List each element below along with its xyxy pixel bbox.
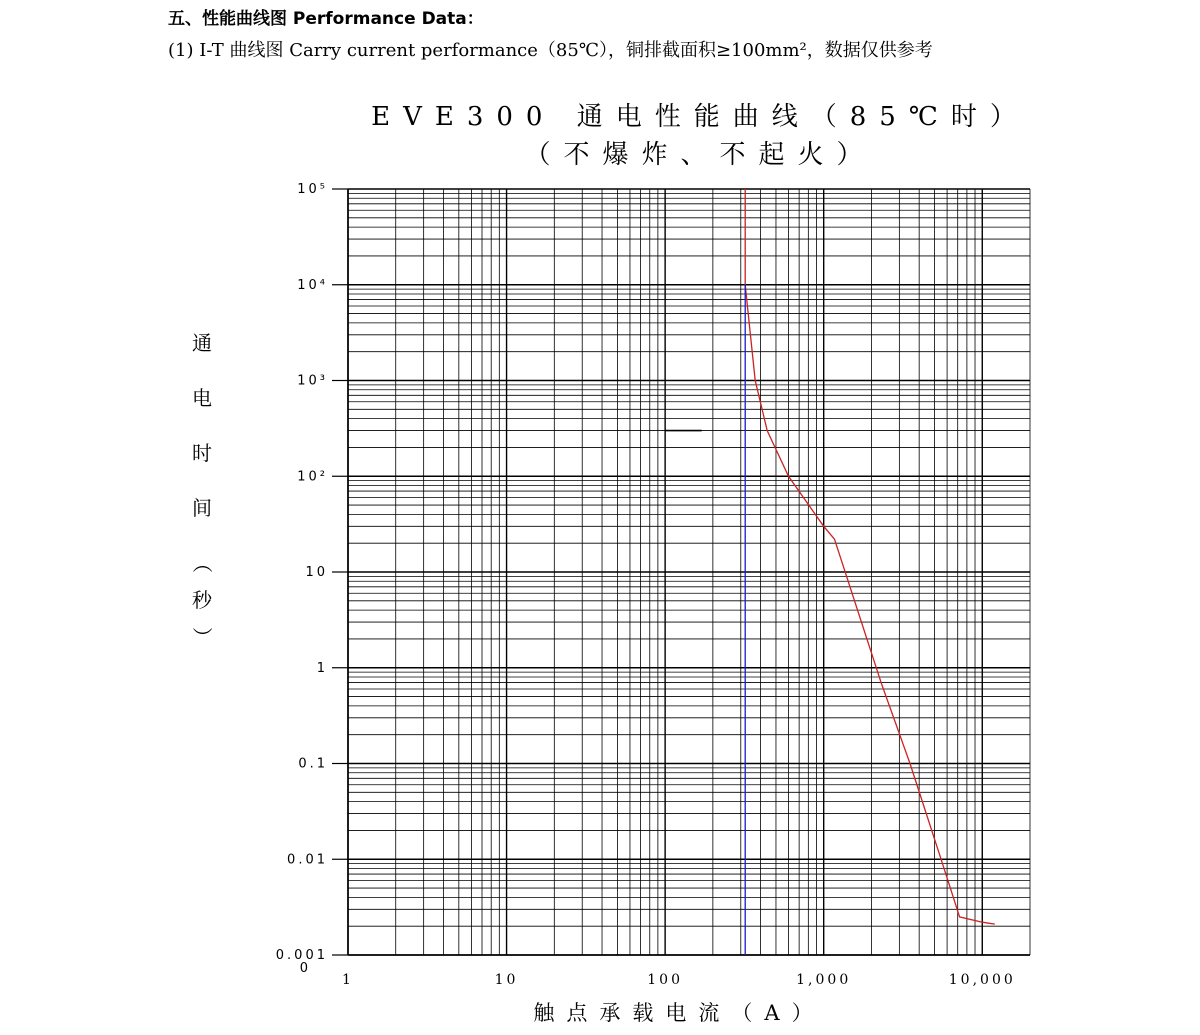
y-axis-label-char: 通 [192, 331, 212, 355]
x-tick-label: 1,000 [796, 972, 852, 988]
y-axis-label-char: 间 [192, 496, 212, 520]
section-subheading: (1) I-T 曲线图 Carry current performance（85℃），铜排截面积≥100mm²，数据仅供参考 [168, 40, 933, 61]
y-tick-label: 1 [316, 660, 328, 676]
y-tick-label: 10⁵ [297, 182, 328, 197]
chart-subtitle: （不爆炸、不起火） [524, 140, 876, 170]
x-axis-label: 触点承载电流（A） [533, 1001, 825, 1025]
grid [348, 189, 1030, 955]
y-tick-label: 10⁴ [297, 277, 328, 293]
x-tick-label: 10,000 [948, 972, 1016, 988]
axis-labels [190, 182, 1016, 1025]
y-axis-label-char: （ [190, 553, 214, 573]
x-tick-label: 10 [494, 972, 519, 988]
y-origin-label: 0 [299, 961, 308, 976]
y-axis-label-char: 时 [192, 441, 212, 465]
y-axis-label-char: 电 [192, 386, 212, 410]
chart-title: EVE300 通电性能曲线（85℃时） [371, 102, 1029, 132]
y-tick-label: 10² [297, 469, 328, 485]
y-tick-label: 10³ [297, 373, 328, 389]
y-tick-label: 10 [305, 565, 328, 580]
y-axis-label-char: ） [190, 627, 214, 647]
x-tick-label: 100 [647, 972, 684, 988]
y-tick-label: 0.01 [287, 852, 328, 868]
y-tick-label: 0.1 [298, 756, 328, 772]
section-heading: 五、性能曲线图 Performance Data： [168, 9, 484, 29]
y-axis-label-char: 秒 [192, 588, 212, 612]
y-tick-label: 0.001 [275, 948, 328, 963]
x-tick-label: 1 [342, 972, 354, 988]
